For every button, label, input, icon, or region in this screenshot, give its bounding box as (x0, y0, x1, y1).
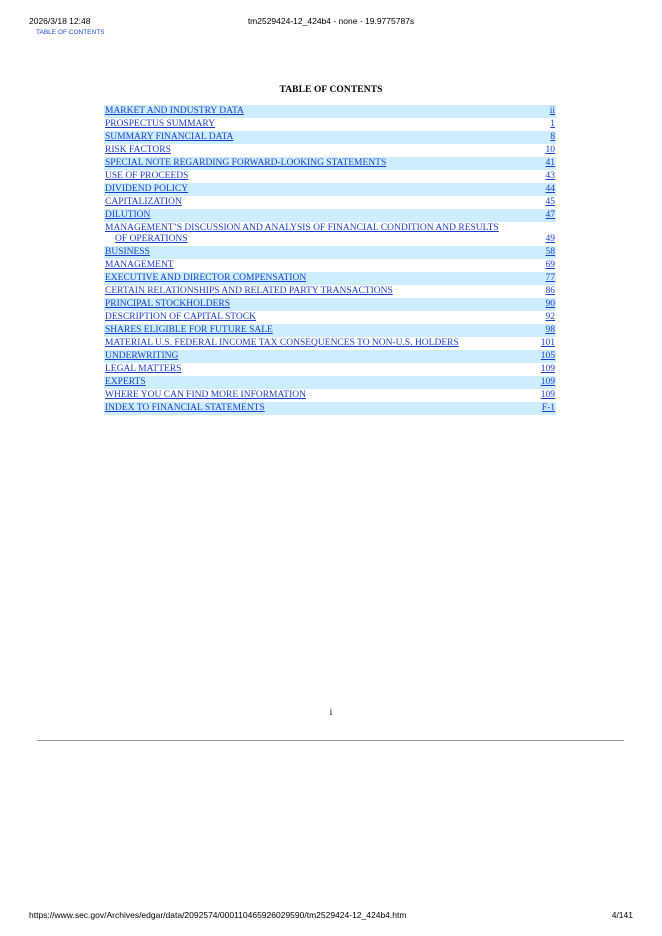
toc-page-cell (524, 209, 556, 222)
toc-entry-link-continued[interactable]: OF OPERATIONS (115, 234, 188, 244)
toc-entry-link[interactable]: WHERE YOU CAN FIND MORE INFORMATION (105, 390, 306, 400)
toc-row (104, 259, 556, 272)
toc-page-cell (524, 324, 556, 337)
toc-page-cell (524, 389, 556, 402)
toc-page-link[interactable]: 1 (550, 119, 555, 129)
toc-page-link[interactable]: 10 (545, 145, 555, 155)
toc-page-cell (524, 170, 556, 183)
toc-page-cell (524, 272, 556, 285)
toc-page-cell (524, 337, 556, 350)
toc-row (104, 272, 556, 285)
toc-row (104, 144, 556, 157)
toc-entry-link[interactable]: PRINCIPAL STOCKHOLDERS (105, 299, 231, 309)
toc-row (104, 209, 556, 222)
toc-row (104, 170, 556, 183)
toc-entry-link[interactable]: RISK FACTORS (105, 145, 171, 155)
toc-entry-link[interactable]: DESCRIPTION OF CAPITAL STOCK (105, 312, 256, 322)
toc-row (104, 298, 556, 311)
toc-row (104, 183, 556, 196)
toc-table (104, 105, 556, 415)
toc-page-cell (524, 105, 556, 118)
toc-row (104, 389, 556, 402)
toc-entry-cell (104, 209, 524, 222)
page-number: i (329, 708, 333, 718)
toc-row (104, 402, 556, 415)
toc-entry-cell (104, 324, 524, 337)
toc-entry-link[interactable]: MARKET AND INDUSTRY DATA (105, 106, 244, 116)
toc-page-link[interactable]: 86 (545, 286, 555, 296)
toc-entry-link[interactable]: MATERIAL U.S. FEDERAL INCOME TAX CONSEQUENCES TO NON-U.S. HOLDERS (105, 338, 459, 348)
toc-entry-link[interactable]: MANAGEMENT’S DISCUSSION AND ANALYSIS OF FINANCIAL CONDITION AND RESULTS (105, 223, 499, 233)
toc-entry-cell (104, 363, 524, 376)
toc-row (104, 131, 556, 144)
toc-entry-cell (104, 259, 524, 272)
toc-page-cell (524, 298, 556, 311)
page-divider (37, 740, 624, 741)
toc-page-cell (524, 196, 556, 209)
toc-page-cell (524, 183, 556, 196)
toc-row (104, 196, 556, 209)
toc-page-cell (524, 144, 556, 157)
toc-page-cell (524, 222, 556, 246)
toc-entry-cell (104, 170, 524, 183)
toc-page-cell (524, 259, 556, 272)
toc-entry-link[interactable]: EXECUTIVE AND DIRECTOR COMPENSATION (105, 273, 307, 283)
toc-page-cell (524, 350, 556, 363)
toc-page-link[interactable]: 101 (540, 338, 555, 348)
toc-entry-cell (104, 311, 524, 324)
toc-row (104, 285, 556, 298)
toc-entry-link[interactable]: SHARES ELIGIBLE FOR FUTURE SALE (105, 325, 273, 335)
toc-row (104, 363, 556, 376)
toc-page-link[interactable]: 58 (545, 247, 555, 257)
toc-entry-link[interactable]: INDEX TO FINANCIAL STATEMENTS (105, 403, 265, 413)
table-of-contents-link[interactable]: TABLE OF CONTENTS (36, 29, 105, 36)
toc-entry-link[interactable]: SUMMARY FINANCIAL DATA (105, 132, 234, 142)
toc-row (104, 105, 556, 118)
toc-row (104, 350, 556, 363)
toc-entry-cell (104, 402, 524, 415)
toc-page-link[interactable]: 44 (545, 184, 555, 194)
toc-page-link[interactable]: 105 (540, 351, 555, 361)
toc-entry-cell (104, 350, 524, 363)
toc-page-cell (524, 157, 556, 170)
toc-entry-link[interactable]: CERTAIN RELATIONSHIPS AND RELATED PARTY TRANSACTIONS (105, 286, 393, 296)
toc-page-link[interactable]: F-1 (541, 403, 555, 413)
toc-page-cell (524, 363, 556, 376)
toc-page-link[interactable]: 41 (545, 158, 555, 168)
toc-entry-link[interactable]: UNDERWRITING (105, 351, 179, 361)
print-footer-page-count: 4/141 (611, 910, 633, 920)
toc-page-link[interactable]: 90 (545, 299, 555, 309)
toc-entry-cell (104, 298, 524, 311)
toc-page-cell (524, 402, 556, 415)
toc-entry-link[interactable]: PROSPECTUS SUMMARY (105, 119, 216, 129)
toc-page-cell (524, 285, 556, 298)
toc-entry-cell (104, 389, 524, 402)
toc-page-link[interactable]: 45 (545, 197, 555, 207)
toc-entry-cell (104, 285, 524, 298)
toc-entry-cell (104, 183, 524, 196)
toc-page-link[interactable]: 69 (545, 260, 555, 270)
toc-row (104, 157, 556, 170)
toc-entry-cell (104, 272, 524, 285)
toc-row (104, 311, 556, 324)
toc-entry-cell (104, 196, 524, 209)
toc-entry-cell (104, 246, 524, 259)
toc-page-link[interactable]: ii (549, 106, 555, 116)
toc-row (104, 324, 556, 337)
toc-entry-cell (104, 144, 524, 157)
toc-entry-link[interactable]: LEGAL MATTERS (105, 364, 182, 374)
toc-page-cell (524, 131, 556, 144)
print-footer-url: https://www.sec.gov/Archives/edgar/data/2092574/000110465926029590/tm2529424-12_424b4.htm (29, 910, 407, 920)
toc-row (104, 337, 556, 350)
toc-page-link[interactable]: 109 (540, 390, 555, 400)
toc-page-cell (524, 118, 556, 131)
toc-entry-link[interactable]: USE OF PROCEEDS (105, 171, 189, 181)
toc-page-cell (524, 246, 556, 259)
toc-page-link[interactable]: 43 (545, 171, 555, 181)
toc-row (104, 118, 556, 131)
toc-row (104, 376, 556, 389)
toc-entry-link[interactable]: EXPERTS (105, 377, 146, 387)
toc-entry-link[interactable]: DIVIDEND POLICY (105, 184, 189, 194)
toc-page-cell (524, 311, 556, 324)
toc-entry-cell (104, 105, 524, 118)
toc-row (104, 222, 556, 246)
print-header-datetime: 2026/3/18 12:48 (29, 16, 91, 26)
toc-entry-link[interactable]: BUSINESS (105, 247, 150, 257)
toc-page-link[interactable]: 109 (540, 377, 555, 387)
toc-entry-link[interactable]: CAPITALIZATION (105, 197, 182, 207)
toc-page-link[interactable]: 8 (550, 132, 555, 142)
toc-entry-cell (104, 131, 524, 144)
toc-page-link[interactable]: 77 (545, 273, 555, 283)
print-header-title: tm2529424-12_424b4 - none - 19.9775787s (247, 16, 415, 26)
toc-page-cell (524, 376, 556, 389)
toc-entry-cell (104, 337, 524, 350)
toc-entry-link[interactable]: SPECIAL NOTE REGARDING FORWARD-LOOKING STATEMENTS (105, 158, 387, 168)
toc-entry-link[interactable]: MANAGEMENT (105, 260, 174, 270)
toc-row (104, 246, 556, 259)
toc-page-link[interactable]: 47 (545, 210, 555, 220)
toc-entry-cell (104, 118, 524, 131)
toc-heading: TABLE OF CONTENTS (279, 85, 383, 95)
toc-page-link[interactable]: 49 (545, 234, 555, 244)
toc-page-link[interactable]: 92 (545, 312, 555, 322)
toc-entry-link[interactable]: DILUTION (105, 210, 151, 220)
toc-page-link[interactable]: 98 (545, 325, 555, 335)
toc-entry-cell (104, 157, 524, 170)
toc-page-link[interactable]: 109 (540, 364, 555, 374)
toc-entry-cell (104, 222, 524, 246)
toc-entry-cell (104, 376, 524, 389)
